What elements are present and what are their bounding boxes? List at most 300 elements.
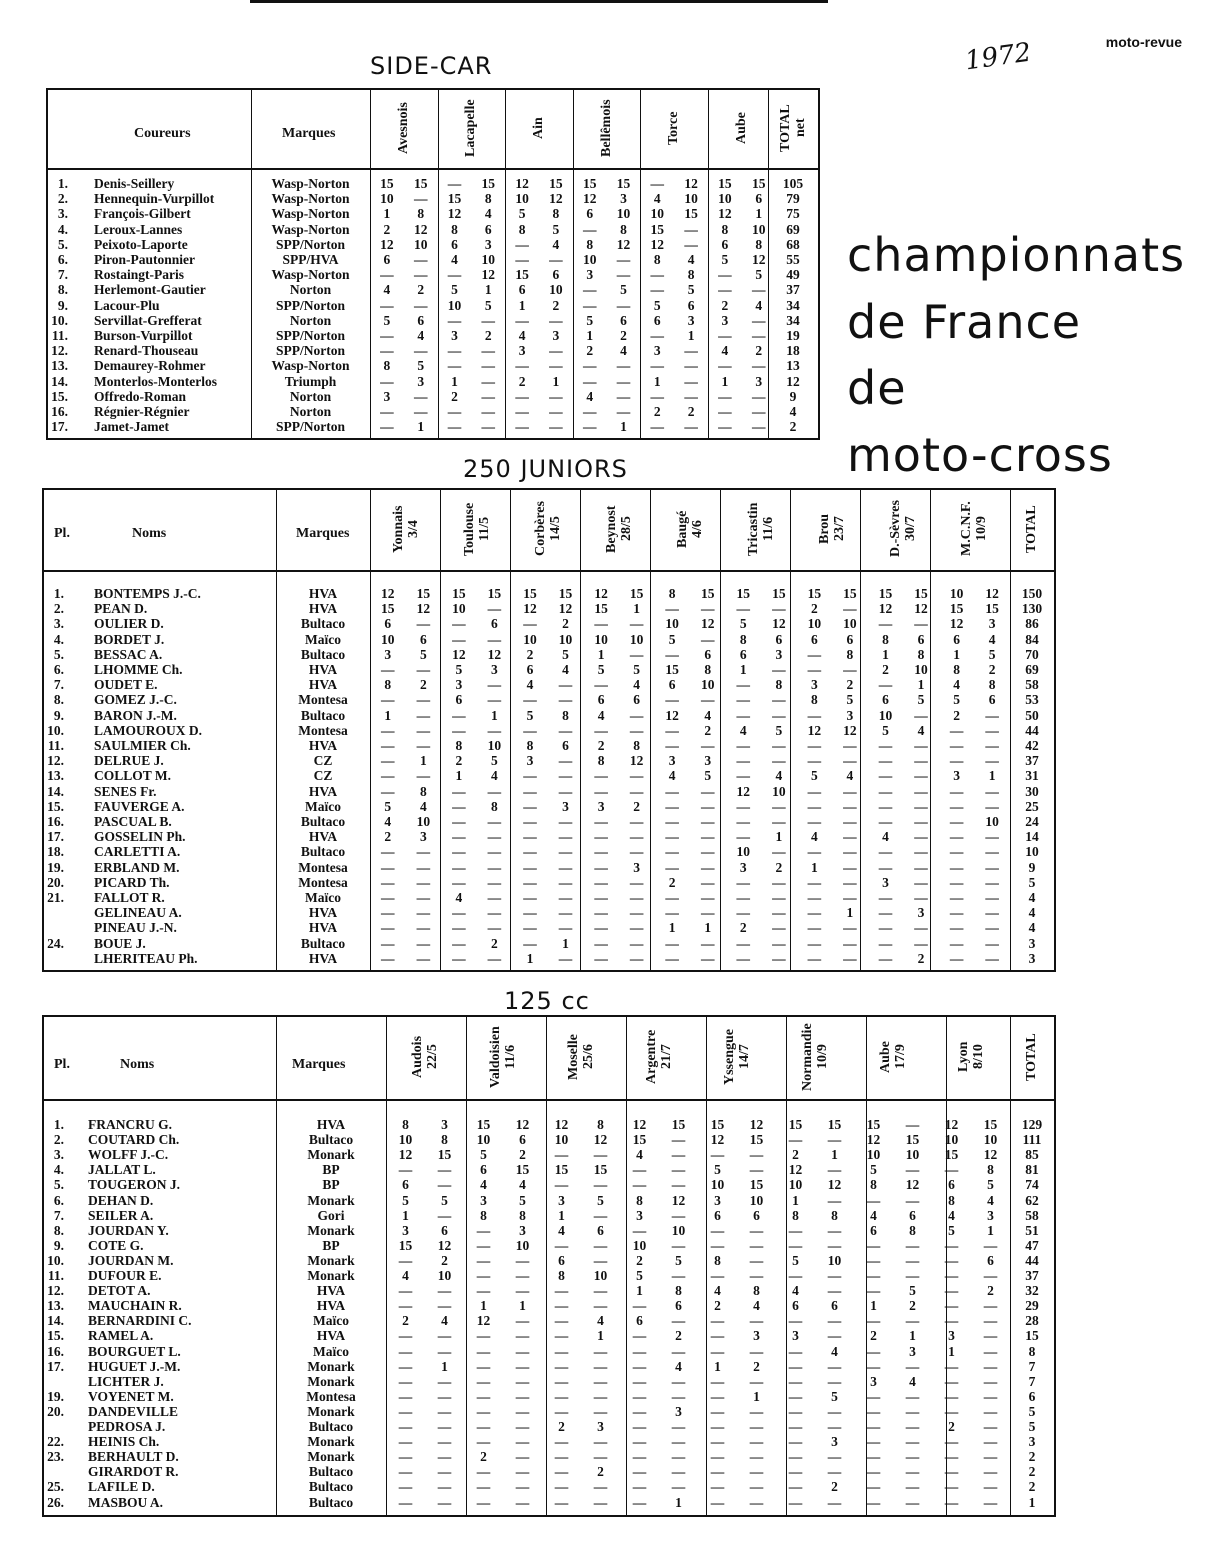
heat-score: — [582, 358, 597, 374]
heat-score: — [523, 890, 537, 905]
brand: Bultaco [308, 1464, 354, 1480]
rank: 11. [51, 328, 68, 343]
rank: 18. [47, 844, 64, 860]
heat-score: 10 [515, 1237, 530, 1253]
heat-score: 12 [807, 722, 822, 738]
brand: Monark [307, 1268, 355, 1283]
handwritten-year: 1972 [963, 37, 1033, 77]
heat-score: — [944, 1479, 959, 1495]
heat-score: 15 [710, 1117, 725, 1132]
heat-score: — [749, 1252, 764, 1268]
heat-score: — [523, 798, 537, 814]
heat-score: — [665, 950, 679, 966]
heat-score: — [949, 920, 964, 936]
heat-score: — [549, 404, 563, 419]
heat-score: 5 [988, 646, 996, 662]
heat-score: — [736, 935, 751, 951]
heat-score: — [905, 1252, 920, 1268]
heat-score: — [751, 328, 766, 343]
heat-score: — [949, 722, 964, 738]
heat-score: — [416, 662, 431, 677]
heat-score: 12 [582, 191, 597, 207]
heat-score: — [878, 798, 893, 814]
heat-score: — [629, 920, 644, 936]
heat-score: 5 [518, 206, 526, 222]
heat-score: — [985, 798, 999, 814]
heat-score: 10 [416, 814, 431, 829]
brand: Monark [307, 1358, 355, 1374]
heat-score: 15 [684, 206, 698, 222]
heat-score: 15 [914, 586, 928, 601]
heat-score: — [700, 935, 715, 951]
heat-score: — [878, 920, 893, 936]
heat-score: — [554, 1237, 569, 1253]
heat-score: — [944, 1434, 959, 1450]
heat-score: 4 [739, 722, 747, 738]
heat-score: — [866, 1268, 881, 1283]
heat-score: — [843, 798, 857, 814]
heat-score: — [985, 753, 999, 769]
heat-score: 6 [417, 312, 425, 328]
rider-name: Denis-Seillery [94, 176, 175, 191]
heat-score: 2 [417, 282, 425, 298]
brand: CZ [313, 768, 333, 784]
table-row [44, 890, 1054, 905]
total-score: 13 [786, 358, 800, 374]
heat-score: 10 [381, 631, 395, 647]
heat-score: — [985, 935, 999, 951]
heat-score: 2 [633, 798, 640, 814]
heat-score: 8 [755, 236, 763, 252]
heat-score: — [772, 707, 786, 723]
heat-score: — [593, 1283, 608, 1299]
heat-score: 4 [518, 328, 526, 343]
total-score: 1 [1028, 1494, 1036, 1510]
heat-score: 8 [810, 692, 818, 708]
heat-score: 6 [402, 1177, 409, 1193]
heat-score: — [629, 874, 644, 890]
heat-score: 2 [441, 1252, 448, 1268]
heat-score: — [671, 1313, 686, 1329]
heat-score: — [515, 1343, 530, 1359]
brand: Montesa [298, 859, 348, 875]
table-row [44, 647, 1054, 662]
heat-score: 10 [718, 191, 732, 207]
heat-score: — [788, 1343, 803, 1359]
heat-score: 12 [650, 236, 665, 252]
brand: Bultaco [308, 1479, 354, 1495]
heat-score: 5 [721, 252, 729, 267]
rank: 15. [51, 388, 68, 404]
table-row [44, 692, 1054, 707]
heat-score: 4 [491, 768, 498, 784]
heat-score: — [381, 722, 395, 738]
heat-score: — [594, 616, 608, 632]
rank: 23. [47, 1449, 64, 1465]
heat-score: 6 [953, 631, 960, 647]
heat-score: 1 [562, 935, 569, 951]
heat-score: — [807, 844, 822, 860]
total-score: 32 [1025, 1283, 1039, 1299]
heat-score: — [736, 890, 751, 905]
heat-score: — [710, 1237, 725, 1253]
heat-score: 2 [753, 1358, 760, 1374]
rider-name: BESSAC A. [94, 646, 163, 662]
heat-score: 15 [381, 601, 395, 617]
heat-score: 15 [949, 601, 964, 617]
heat-score: — [827, 1283, 842, 1299]
heat-score: — [632, 1373, 647, 1389]
heat-score: — [827, 1313, 842, 1329]
heat-score: — [807, 662, 822, 677]
heat-score: — [398, 1283, 413, 1299]
table-row [44, 1328, 1054, 1343]
heat-score: 1 [636, 1283, 643, 1299]
heat-score: 3 [562, 798, 569, 814]
rider-name: MAUCHAIN R. [88, 1298, 182, 1314]
heat-score: 10 [616, 206, 631, 222]
heat-score: — [594, 890, 608, 905]
heat-score: — [523, 783, 537, 799]
heat-score: — [949, 829, 964, 845]
heat-score: 8 [480, 1207, 487, 1223]
table-row [44, 1283, 1054, 1298]
brand: Monark [307, 1222, 355, 1238]
heat-score: — [549, 419, 563, 435]
heat-score: 3 [870, 1373, 877, 1389]
race-name: Toulouse [461, 502, 477, 556]
heat-score: — [582, 282, 597, 298]
heat-score: 5 [704, 768, 712, 784]
heat-score: 10 [452, 601, 466, 617]
heat-score: 1 [419, 753, 427, 769]
heat-score: 3 [484, 236, 492, 252]
heat-score: — [616, 373, 631, 389]
heat-score: — [593, 1237, 608, 1253]
total-score: 34 [786, 297, 800, 313]
heat-score: — [632, 1419, 647, 1434]
heat-score: — [381, 692, 395, 708]
heat-score: — [684, 373, 698, 389]
table-row [44, 1495, 1054, 1510]
heat-score: — [827, 1237, 842, 1253]
total-score: 111 [1022, 1132, 1042, 1148]
heat-score: 6 [633, 692, 640, 708]
race-header [817, 496, 847, 562]
total-score: 69 [1025, 662, 1039, 677]
heat-score: — [772, 844, 786, 860]
heat-score: 10 [594, 631, 608, 647]
heat-score: 4 [755, 297, 763, 313]
heat-score: 10 [398, 1132, 413, 1148]
heat-score: 2 [739, 920, 747, 936]
heat-score: — [476, 1434, 491, 1450]
heat-score: 8 [620, 221, 627, 237]
brand: Norton [289, 282, 332, 298]
heat-score: — [523, 844, 537, 860]
heat-score: — [515, 1252, 530, 1268]
race-header [722, 1023, 752, 1091]
heat-score: — [827, 1358, 842, 1374]
heat-score: 3 [441, 1117, 448, 1132]
table-row [48, 419, 818, 434]
heat-score: — [772, 662, 786, 677]
rank: 19. [47, 859, 64, 875]
total-score: 31 [1025, 768, 1039, 784]
heat-score: — [671, 1479, 686, 1495]
rank: 11. [47, 1268, 64, 1283]
heat-score: 10 [684, 191, 698, 207]
heat-score: 10 [558, 631, 573, 647]
rank: 14. [47, 1313, 64, 1329]
brand: Bultaco [308, 1494, 354, 1510]
table-row [48, 358, 818, 373]
heat-score: — [983, 1298, 998, 1314]
heat-score: — [983, 1388, 998, 1404]
heat-score: — [736, 874, 751, 890]
total-score: 129 [1021, 1117, 1043, 1132]
total-score: 34 [786, 312, 800, 328]
heat-score: 2 [948, 1419, 955, 1434]
heat-score: 5 [597, 1192, 604, 1208]
heat-score: — [487, 890, 502, 905]
heat-score: — [632, 1298, 647, 1314]
heat-score: — [523, 859, 537, 875]
heat-score: — [905, 1268, 920, 1283]
heat-score: — [807, 890, 822, 905]
rank: 22. [47, 1434, 64, 1450]
heat-score: — [710, 1464, 725, 1480]
total-score: 3 [1028, 950, 1036, 966]
heat-score: — [616, 267, 631, 283]
heat-score: 8 [441, 1132, 448, 1148]
heat-score: — [985, 707, 999, 723]
heat-score: — [905, 1403, 920, 1419]
heat-score: — [700, 950, 715, 966]
total-score: 9 [1028, 859, 1036, 875]
heat-score: 6 [597, 1222, 604, 1238]
heat-score: — [772, 935, 786, 951]
heat-score: — [629, 707, 644, 723]
heat-score: 12 [914, 601, 928, 617]
heat-score: 4 [417, 328, 425, 343]
names-header: Noms [132, 526, 167, 541]
brand: Wasp-Norton [271, 267, 350, 283]
heat-score: — [523, 874, 537, 890]
heat-score: — [807, 905, 822, 921]
heat-score: — [807, 950, 822, 966]
heat-score: — [437, 1449, 452, 1465]
heat-score: 6 [519, 1132, 526, 1148]
rider-name: Herlemont-Gautier [94, 282, 206, 298]
rank: 1. [53, 586, 64, 601]
heat-score: — [593, 1479, 608, 1495]
heat-score: — [523, 692, 537, 708]
heat-score: 4 [402, 1268, 409, 1283]
rider-name: LHOMME Ch. [94, 662, 183, 677]
heat-score: 2 [491, 935, 498, 951]
heat-score: — [593, 1298, 608, 1314]
heat-score: — [380, 328, 394, 343]
heat-score: — [381, 783, 395, 799]
heat-score: 6 [558, 1252, 565, 1268]
heat-score: — [671, 1237, 686, 1253]
heat-score: — [593, 1494, 608, 1510]
heat-score: — [515, 1313, 530, 1329]
table-row [44, 1223, 1054, 1238]
heat-score: 8 [484, 191, 492, 207]
race-name: Moselle [566, 1034, 581, 1080]
heat-score: — [736, 905, 751, 921]
heat-score: — [476, 1479, 491, 1495]
heat-score: — [914, 829, 928, 845]
heat-score: 1 [831, 1147, 838, 1163]
juniors-title: 250 JUNIORS [463, 455, 628, 483]
heat-score: 8 [917, 646, 925, 662]
heat-score: — [985, 950, 999, 966]
heat-score: — [671, 1434, 686, 1450]
brand: CZ [313, 753, 333, 769]
brand: HVA [308, 738, 338, 753]
heat-score: — [985, 890, 999, 905]
heat-score: 8 [597, 753, 605, 769]
heat-score: 8 [675, 1283, 682, 1299]
total-score: 81 [1025, 1162, 1039, 1178]
names-header: Noms [120, 1057, 155, 1072]
heat-score: — [515, 1464, 530, 1480]
heat-score: — [827, 1222, 842, 1238]
heat-score: 5 [480, 1147, 487, 1163]
heat-score: — [381, 753, 395, 769]
heat-score: 1 [704, 920, 712, 936]
heat-score: 3 [597, 798, 605, 814]
heat-score: — [582, 419, 597, 435]
total-score: 42 [1025, 738, 1039, 753]
heat-score: 3 [775, 646, 783, 662]
heat-score: 5 [451, 282, 458, 298]
table-row [44, 1268, 1054, 1283]
heat-score: 3 [721, 312, 729, 328]
heat-score: 2 [455, 753, 463, 769]
rank: 11. [47, 738, 64, 753]
rider-name: BONTEMPS J.-C. [94, 586, 201, 601]
heat-score: — [949, 890, 964, 905]
heat-score: — [700, 890, 715, 905]
rider-name: FRANCRU G. [88, 1117, 172, 1132]
heat-score: 15 [413, 176, 428, 191]
heat-score: — [476, 1283, 491, 1299]
heat-score: 3 [633, 859, 640, 875]
heat-score: 15 [616, 176, 631, 191]
heat-score: 12 [949, 616, 964, 632]
heat-score: — [710, 1313, 725, 1329]
race-header: Bellêmois [598, 99, 614, 157]
heat-score: — [710, 1373, 725, 1389]
heat-score: 4 [455, 890, 463, 905]
rank: 16. [51, 404, 68, 419]
brand: HVA [308, 601, 338, 617]
heat-score: — [650, 282, 665, 298]
heat-score: — [629, 844, 644, 860]
heat-score: — [554, 1283, 569, 1299]
heat-score: 6 [675, 1298, 682, 1314]
heat-score: — [944, 1237, 959, 1253]
heat-score: 2 [480, 1449, 487, 1465]
heat-score: — [650, 388, 665, 404]
rank: 4. [57, 221, 68, 237]
heat-score: 8 [687, 267, 695, 283]
heat-score: 6 [753, 1207, 760, 1223]
rider-name: VOYENET M. [88, 1388, 174, 1404]
race-date: 10/9 [815, 1044, 830, 1070]
heat-score: 5 [953, 692, 960, 708]
table-row [48, 222, 818, 237]
race-header [956, 1023, 986, 1091]
heat-score: 6 [441, 1222, 448, 1238]
rank: 14. [51, 373, 68, 389]
brand-header: Marques [292, 1057, 346, 1072]
heat-score: 4 [552, 236, 560, 252]
total-score: 4 [1028, 905, 1036, 921]
brand: Maïco [305, 890, 341, 905]
heat-score: — [632, 1388, 647, 1404]
heat-score: — [452, 631, 466, 647]
heat-score: — [398, 1479, 413, 1495]
heat-score: — [843, 935, 857, 951]
heat-score: — [736, 601, 751, 617]
heat-score: 5 [675, 1252, 682, 1268]
heat-score: 10 [632, 1237, 647, 1253]
heat-score: 10 [772, 783, 786, 799]
total-score: 2 [1028, 1479, 1036, 1495]
heat-score: 1 [558, 1207, 565, 1223]
heat-score: 3 [491, 662, 498, 677]
heat-score: — [416, 935, 431, 951]
heat-score: 1 [753, 1388, 760, 1404]
heat-score: 1 [383, 206, 391, 222]
race-date: 28/5 [618, 516, 634, 542]
race-date: 14/5 [547, 516, 563, 542]
rider-name: PICARD Th. [94, 874, 170, 890]
rider-name: COUTARD Ch. [88, 1132, 180, 1148]
heat-score: 8 [417, 206, 425, 222]
rank: 19. [47, 1388, 64, 1404]
heat-score: — [866, 1252, 881, 1268]
table-row [44, 753, 1054, 768]
heat-score: — [665, 783, 679, 799]
rider-name: DANDEVILLE [88, 1403, 179, 1419]
brand: HVA [316, 1298, 346, 1314]
heat-score: 15 [985, 601, 999, 617]
total-score: 5 [1028, 1403, 1036, 1419]
heat-score: — [632, 1222, 647, 1238]
heat-score: — [515, 1494, 530, 1510]
heat-score: 8 [775, 677, 783, 693]
heat-score: 3 [948, 1328, 955, 1344]
heat-score: 8 [562, 707, 569, 723]
heat-score: — [629, 890, 644, 905]
heat-score: — [632, 1464, 647, 1480]
heat-score: — [380, 267, 394, 283]
heat-score: — [985, 783, 999, 799]
heat-score: 3 [909, 1343, 916, 1359]
brand-header: Marques [282, 126, 336, 141]
race-header [488, 1023, 518, 1091]
heat-score: 8 [721, 221, 729, 237]
heat-score: — [554, 1373, 569, 1389]
heat-score: — [944, 1403, 959, 1419]
heat-score: 2 [909, 1298, 916, 1314]
